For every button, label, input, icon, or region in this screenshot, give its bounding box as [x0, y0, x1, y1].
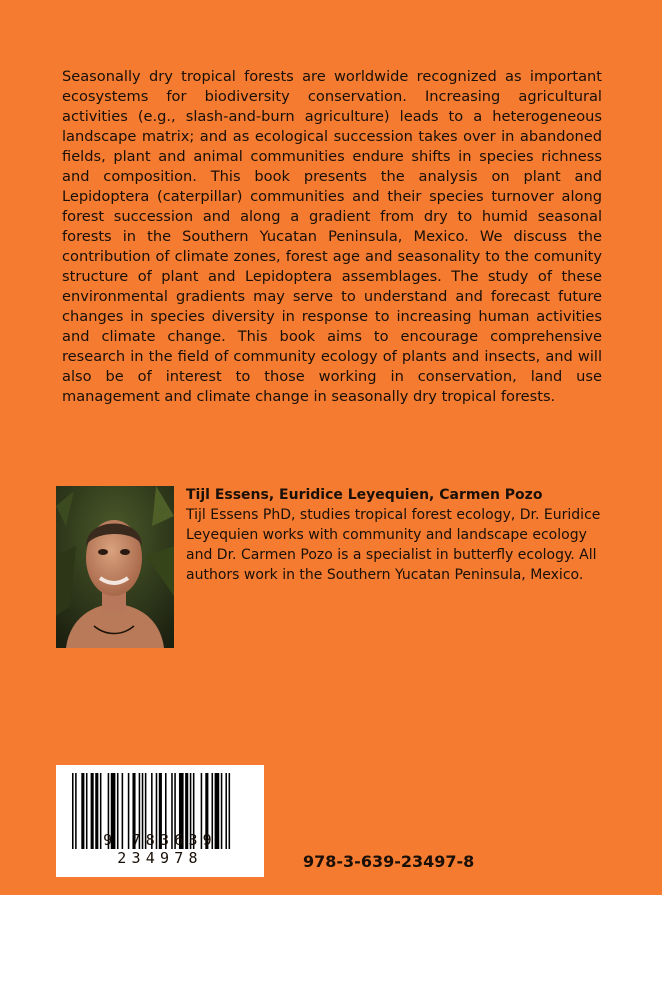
- barcode: [56, 765, 264, 877]
- author-photo: [56, 486, 174, 648]
- author-names: Tijl Essens, Euridice Leyequien, Carmen Pozo: [186, 487, 543, 503]
- book-blurb: Seasonally dry tropical forests are worldwide recognized as important ecosystems for biodiversity conservation. Increasing agricultural activities (e.g., slash-and-burn agriculture) leads to a heterogeneous landscape matrix; and as ecological succession takes over in abandoned fields, plant and animal communities endure shifts in species richness and composition. This book presents the analysis on plant and Lepidoptera (caterpillar) communities and their species turnover along forest succession and along a gradient from dry to humid seasonal forests in the Southern Yucatan Peninsula, Mexico. We discuss the contribution of climate zones, forest age and seasonality to the comunity structure of plant and Lepidoptera assemblages. The study of these environmental gradients may serve to understand and forecast future changes in species diversity in response to increasing human activities and climate change. This book aims to encourage comprehensive research in the field of community ecology of plants and insects, and will also be of interest to those working in conservation, land use management and climate change in seasonally dry tropical forests.: [62, 68, 602, 405]
- author-bio: Tijl Essens PhD, studies tropical forest ecology, Dr. Euridice Leyequien works with community and landscape ecology and Dr. Carmen Pozo is a specialist in butterfly ecology. All authors work in the Southern Yucatan Peninsula, Mexico.: [186, 507, 601, 583]
- author-portrait-image: [56, 486, 174, 648]
- author-info: [186, 485, 606, 585]
- isbn-number: 978-3-639-23497-8: [303, 852, 475, 871]
- barcode-digits: 9 783639 234978: [103, 831, 217, 867]
